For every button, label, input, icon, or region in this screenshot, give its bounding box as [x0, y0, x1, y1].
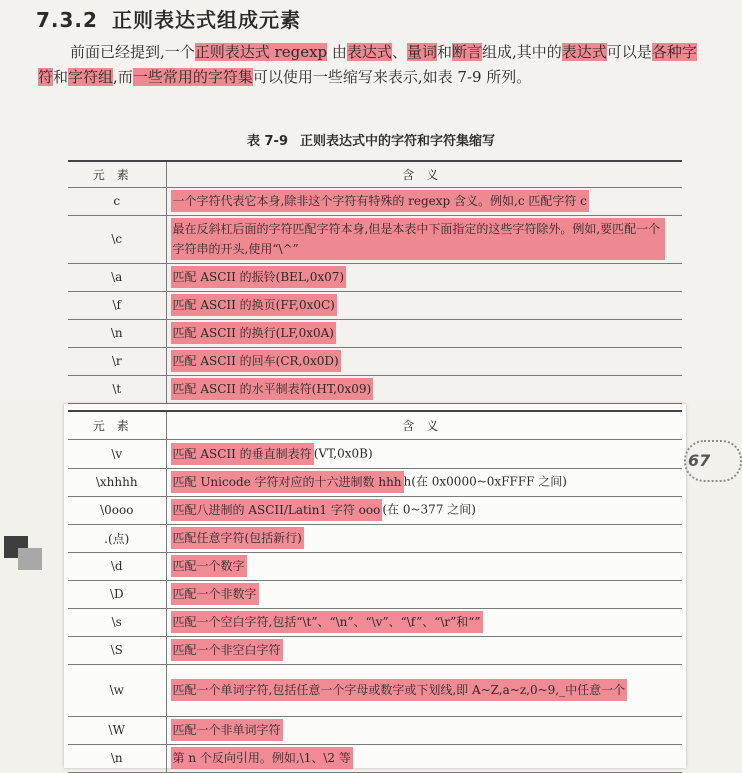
section-number: 7.3.2 [36, 8, 98, 32]
table-row [68, 468, 682, 496]
meaning-highlight: 匹配 Unicode 字符对应的十六进制数 hhh [171, 471, 404, 493]
meaning-rest: (在 0~377 之间) [382, 502, 476, 517]
element-cell: \v [68, 439, 166, 468]
meaning-highlight: 第 n 个反向引用。例如,\1、\2 等 [171, 747, 353, 769]
header-meaning: 含义 [166, 161, 682, 187]
table-row [68, 263, 682, 291]
meaning-highlight: 匹配一个非数字 [171, 583, 259, 605]
element-cell: c [68, 187, 166, 215]
element-cell: \w [68, 664, 166, 716]
section-heading [36, 4, 301, 33]
table-row [68, 664, 682, 716]
meaning-highlight: 最在反斜杠后面的字符匹配字符本身,但是本表中下面指定的这些字符除外。例如,要匹配一个字符串的开头,使用“\^” [171, 218, 665, 260]
element-cell: \S [68, 636, 166, 664]
paragraph-text: 和 [53, 68, 69, 86]
table-row [68, 375, 682, 403]
highlighted-term: 各种字符 [38, 43, 697, 86]
meaning-highlight: 匹配 ASCII 的换行(LF,0x0A) [171, 322, 337, 344]
meaning-cell [166, 468, 682, 496]
section-title: 正则表达式组成元素 [111, 8, 301, 32]
element-cell: \s [68, 608, 166, 636]
meaning-highlight: 匹配一个非空白字符 [171, 639, 283, 661]
meaning-highlight: 匹配 ASCII 的垂直制表符 [171, 443, 314, 465]
table-number: 表 7-9 [246, 134, 288, 149]
element-cell: \n [68, 744, 166, 772]
element-cell: \d [68, 552, 166, 580]
meaning-highlight: 匹配一个非单词字符 [171, 719, 283, 741]
highlighted-term: 表达式 [561, 43, 607, 61]
paragraph-text: 前面已经提到,一个 [70, 43, 195, 61]
paragraph-text: 可以是 [606, 43, 652, 61]
table-row [68, 187, 682, 215]
table-row [68, 439, 682, 468]
meaning-cell [166, 716, 682, 744]
meaning-cell [166, 552, 682, 580]
element-cell: \n [68, 319, 166, 347]
meaning-highlight: 匹配一个空白字符,包括“\t”、“\n”、“\v”、“\f”、“\r”和“” [171, 611, 483, 633]
element-cell: \r [68, 347, 166, 375]
element-cell: \xhhhh [68, 468, 166, 496]
meaning-cell [166, 524, 682, 552]
paragraph-text: 、 [391, 43, 407, 61]
highlighted-term: 正则表达式 regexp [194, 43, 328, 61]
meaning-cell [166, 375, 682, 403]
paragraph-text: 组成,其中的 [482, 43, 562, 61]
meaning-cell [166, 215, 682, 263]
meaning-cell [166, 263, 682, 291]
meaning-cell [166, 636, 682, 664]
table-row [68, 524, 682, 552]
meaning-highlight: 匹配 ASCII 的振铃(BEL,0x07) [171, 266, 347, 288]
paragraph-text: 可以使用一些缩写来表示,如表 7-9 所列。 [252, 68, 532, 86]
paragraph-text: 和 [436, 43, 452, 61]
meaning-cell [166, 439, 682, 468]
meaning-highlight: 匹配任意字符(包括新行) [171, 527, 304, 549]
meaning-highlight: 匹配一个数字 [171, 555, 247, 577]
element-cell: \c [68, 215, 166, 263]
meaning-highlight: 匹配八进制的 ASCII/Latin1 字符 ooo [171, 499, 383, 521]
abbreviation-table-part1 [68, 160, 682, 404]
header-meaning: 含义 [166, 411, 682, 439]
meaning-cell [166, 496, 682, 524]
meaning-cell [166, 580, 682, 608]
meaning-highlight: 一个字符代表它本身,除非这个字符有特殊的 regexp 含义。例如,c 匹配字符 c [171, 190, 589, 212]
abbreviation-table-part2 [68, 410, 682, 773]
highlighted-term: 一些常用的字符集 [132, 68, 253, 86]
table-header-row [68, 161, 682, 187]
meaning-highlight: 匹配 ASCII 的回车(CR,0x0D) [171, 350, 341, 372]
table-caption [0, 130, 742, 149]
element-cell: \a [68, 263, 166, 291]
highlighted-term: 量词 [406, 43, 437, 61]
table-row [68, 291, 682, 319]
table-row [68, 716, 682, 744]
table-row [68, 636, 682, 664]
meaning-rest: (VT,0x0B) [313, 446, 373, 460]
table-title: 正则表达式中的字符和字符集缩写 [300, 134, 496, 149]
table-row [68, 608, 682, 636]
corner-decoration [4, 536, 50, 576]
intro-paragraph [38, 40, 710, 90]
element-cell: .(点) [68, 524, 166, 552]
meaning-highlight: 匹配 ASCII 的换页(FF,0x0C) [171, 294, 337, 316]
header-element: 元素 [68, 161, 166, 187]
table-row [68, 319, 682, 347]
meaning-cell [166, 187, 682, 215]
table-row [68, 580, 682, 608]
element-cell: \D [68, 580, 166, 608]
element-cell: \t [68, 375, 166, 403]
highlighted-term: 表达式 [346, 43, 392, 61]
table-row [68, 552, 682, 580]
meaning-cell [166, 319, 682, 347]
meaning-highlight: 匹配一个单词字符,包括任意一个字母或数字或下划线,即 A~Z,a~z,0~9,_中任意一个 [171, 679, 628, 701]
meaning-cell [166, 347, 682, 375]
paragraph-text: ,而 [113, 68, 133, 86]
meaning-cell [166, 608, 682, 636]
highlighted-term: 断言 [451, 43, 482, 61]
table-row [68, 496, 682, 524]
table-row [68, 215, 682, 263]
element-cell: \f [68, 291, 166, 319]
meaning-cell [166, 664, 682, 716]
paragraph-text: 由 [327, 43, 347, 61]
highlighted-term: 字符组 [68, 68, 114, 86]
meaning-highlight: 匹配 ASCII 的水平制表符(HT,0x09) [171, 378, 374, 400]
meaning-rest: h(在 0x0000~0xFFFF 之间) [403, 474, 567, 489]
header-element: 元素 [68, 411, 166, 439]
element-cell: \W [68, 716, 166, 744]
page-number: 67 [688, 451, 711, 470]
table-header-row [68, 411, 682, 439]
element-cell: \0ooo [68, 496, 166, 524]
page-number-badge [684, 440, 742, 482]
table-row [68, 347, 682, 375]
meaning-cell [166, 291, 682, 319]
grey-square-decoration [18, 548, 42, 570]
